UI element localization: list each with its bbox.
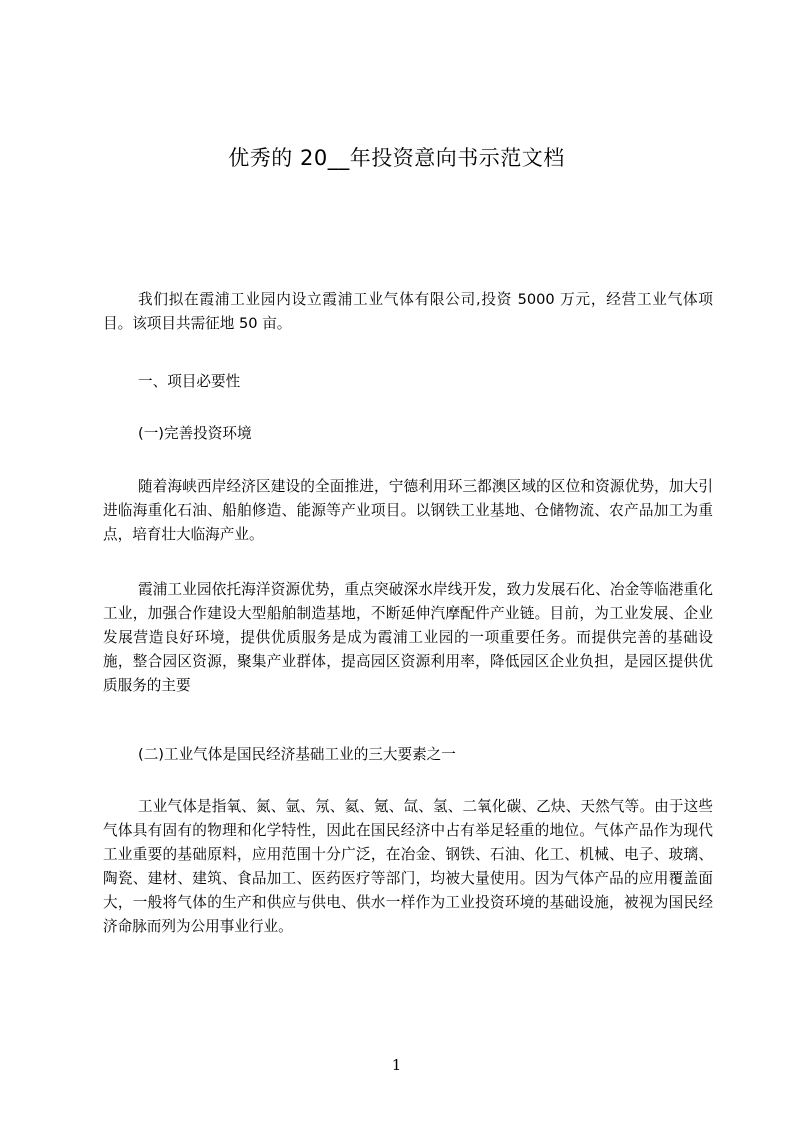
necessity-paragraph: 随着海峡西岸经济区建设的全面推进，宁德利用环三都澳区域的区位和资源优势，加大引进临海重化石油、船舶修造、能源等产业项目。以钢铁工业基地、仓储物流、农产品加工为重点，培育壮大临海产业。 bbox=[103, 478, 713, 543]
subsection-heading-industrial-gas: (二)工业气体是国民经济基础工业的三大要素之一 bbox=[138, 746, 456, 763]
page-number: 1 bbox=[391, 1056, 402, 1074]
subsection-heading-investment-environment: (一)完善投资环境 bbox=[138, 425, 252, 442]
industrial-gas-paragraph: 工业气体是指氧、氮、氩、氖、氦、氪、氙、氢、二氧化碳、乙炔、天然气等。由于这些气体具有固有的物理和化学特性，因此在国民经济中占有举足轻重的地位。气体产品作为现代工业重要的基础原料，应用范围十分广泛，在冶金、钢铁、石油、化工、机械、电子、玻璃、陶瓷、建材、建筑、食品加工、医药医疗等部门，均被大量使用。因为气体产品的应用覆盖面大，一般将气体的生产和供应与供电、供水一样作为工业投资环境的基础设施，被视为国民经济命脉而列为公用事业行业。 bbox=[103, 798, 713, 935]
document-title: 优秀的 20__年投资意向书示范文档 bbox=[228, 146, 565, 170]
intro-paragraph: 我们拟在霞浦工业园内设立霞浦工业气体有限公司,投资 5000 万元，经营工业气体项目。该项目共需征地 50 亩。 bbox=[103, 291, 713, 332]
section-heading-necessity: 一、项目必要性 bbox=[138, 373, 241, 390]
industrial-park-paragraph: 霞浦工业园依托海洋资源优势，重点突破深水岸线开发，致力发展石化、冶金等临港重化工业，加强合作建设大型船舶制造基地，不断延伸汽摩配件产业链。目前，为工业发展、企业发展营造良好环境，提供优质服务是成为霞浦工业园的一项重要任务。而提供完善的基础设施，整合园区资源，聚集产业群体，提高园区资源利用率，降低园区企业负担，是园区提供优质服务的主要 bbox=[103, 581, 713, 694]
